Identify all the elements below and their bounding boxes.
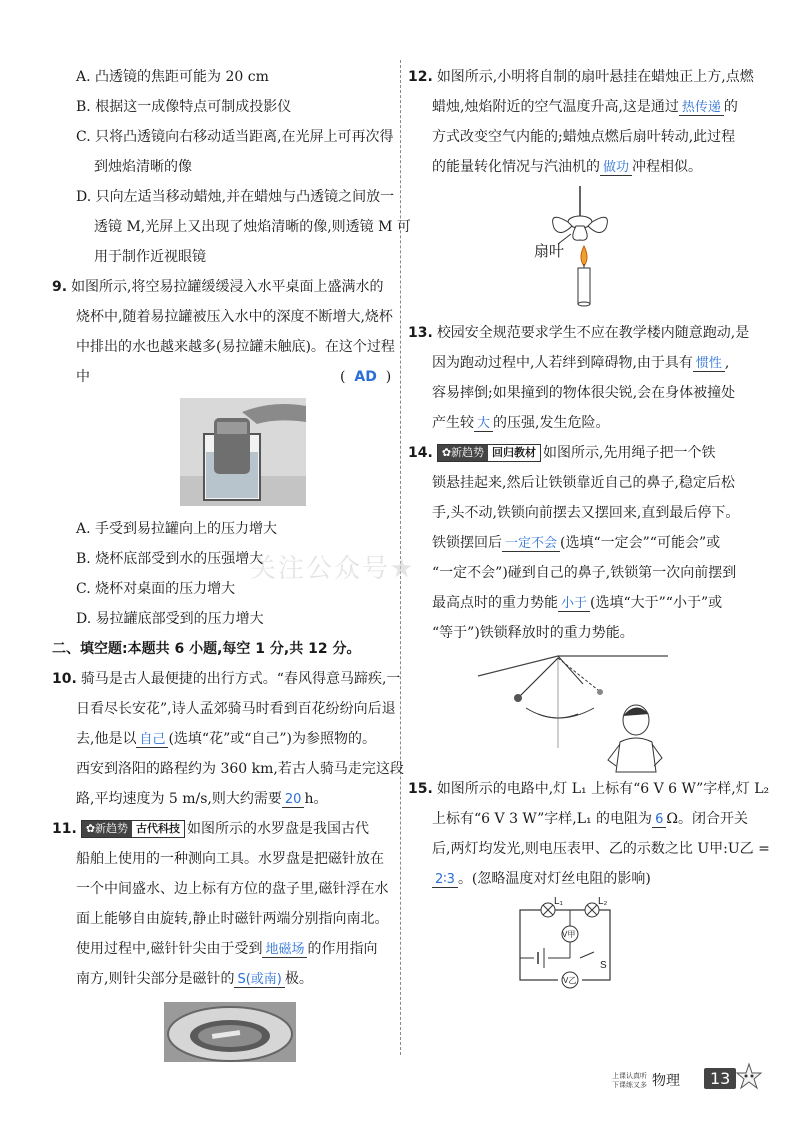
q14-answer-2: 小于 <box>558 596 590 612</box>
q14-figure <box>408 648 753 774</box>
q8-option-c: C. 只将凸透镜向右移动适当距离,在光屏上可再次得 <box>76 129 394 145</box>
q9-number: 9. <box>52 279 68 295</box>
circuit-label-v1: V甲 <box>562 930 576 939</box>
circuit-label-l1: L₁ <box>554 896 563 907</box>
watermark: 关注公众号★ <box>250 554 416 584</box>
q14-line1: 如图所示,先用绳子把一个铁 <box>543 445 716 461</box>
q9-figure <box>52 392 392 514</box>
q10-line5a: 路,平均速度为 5 m/s,则大约需要 <box>76 791 282 807</box>
section-heading: 二、填空题:本题共 6 小题,每空 1 分,共 12 分。 <box>52 641 361 657</box>
q14-line5: “一定不会”)碰到自己的鼻子,铁锁第一次向前摆到 <box>432 565 737 581</box>
q9-option-c: C. 烧杯对桌面的压力增大 <box>76 581 236 597</box>
q9-line2: 烧杯中,随着易拉罐被压入水中的深度不断增大,烧杯 <box>76 309 393 325</box>
footer-subject: 物理 <box>652 1073 680 1089</box>
q11-line3: 一个中间盛水、边上标有方位的盘子里,磁针浮在水 <box>76 881 389 897</box>
q14-line7: “等于”)铁锁释放时的重力势能。 <box>432 625 634 641</box>
q13-line2b: , <box>724 355 730 371</box>
q13-stem <box>408 318 753 348</box>
q13-line3: 容易摔倒;如果撞到的物体很尖锐,会在身体被撞处 <box>432 385 736 401</box>
q15-line4b: 。(忽略温度对灯丝电阻的影响) <box>457 871 651 887</box>
page-footer <box>612 1069 762 1098</box>
right-column <box>408 62 770 998</box>
q14-line3: 手,头不动,铁锁向前摆去又摆回来,直到最后停下。 <box>432 505 740 521</box>
q15-line3: 后,两灯均发光,则电压表甲、乙的示数之比 U甲:U乙 = <box>432 841 770 857</box>
footer-slogan-2: 下课练又多 <box>612 1081 647 1089</box>
q11-answer-2: S(或南) <box>234 972 284 988</box>
q9-line1: 如图所示,将空易拉罐缓缓浸入水平桌面上盛满水的 <box>71 279 384 295</box>
circuit-label-l2: L₂ <box>598 896 608 907</box>
q10-line1: 骑马是古人最便捷的出行方式。“春风得意马蹄疾,一 <box>80 671 401 687</box>
q8-option-d: D. 只向左适当移动蜡烛,并在蜡烛与凸透镜之间放一 <box>76 189 395 205</box>
tag-trend-text: 新趋势 <box>95 822 129 835</box>
q12-stem <box>408 62 753 92</box>
q12-line3: 方式改变空气内能的;蜡烛点燃后扇叶转动,此过程 <box>432 129 736 145</box>
q12-answer-2: 做功 <box>600 160 632 176</box>
q11-tag <box>81 820 185 838</box>
q14-stem <box>408 438 753 468</box>
star-mascot-icon <box>736 1062 762 1092</box>
q12-figure <box>408 182 753 318</box>
q14-number: 14. <box>408 445 433 461</box>
q13-line4a: 产生较 <box>432 415 474 431</box>
q13-line4b: 的压强,发生危险。 <box>493 415 610 431</box>
q10-line5 <box>52 784 392 814</box>
circuit-label-v2: V乙 <box>563 976 577 985</box>
tag-topic-text: 古代科技 <box>136 822 181 835</box>
q12-line2a: 蜡烛,烛焰附近的空气温度升高,这是通过 <box>432 99 679 115</box>
q13-line2 <box>408 348 753 378</box>
q15-line4 <box>408 864 753 894</box>
q8-option-b: B. 根据这一成像特点可制成投影仪 <box>76 99 292 115</box>
q9-line4-text: 中 <box>76 369 90 385</box>
q15-stem <box>408 774 770 804</box>
q9-line4 <box>52 362 392 392</box>
q11-stem <box>52 814 392 844</box>
q9-paren-close: ) <box>385 369 392 385</box>
q13-answer-1: 惯性 <box>693 356 725 372</box>
q9-paren-open: ( <box>340 369 346 385</box>
q12-line2b: 的 <box>723 99 738 115</box>
q10-line3 <box>52 724 392 754</box>
q10-line3a: 去,他是以 <box>76 731 137 747</box>
q15-answer-2: 2∶3 <box>432 872 458 888</box>
q13-line1: 校园安全规范要求学生不应在教学楼内随意跑动,是 <box>436 325 750 341</box>
q11-answer-1: 地磁场 <box>262 942 307 958</box>
q11-line5 <box>52 934 392 964</box>
q15-answer-1: 6 <box>652 812 666 828</box>
tag-topic-text-14: 回归教材 <box>492 446 537 459</box>
q14-line6b: (选填“大于”“小于”或 <box>590 595 723 611</box>
q10-answer-2: 20 <box>282 792 305 808</box>
q14-line6a: 最高点时的重力势能 <box>432 595 558 611</box>
q15-line2b: Ω。闭合开关 <box>666 811 748 827</box>
q14-line4a: 铁锁摆回后 <box>432 535 502 551</box>
q11-line6a: 南方,则针尖部分是磁针的 <box>76 971 235 987</box>
q8-option-c-cont: 到烛焰清晰的像 <box>94 159 192 175</box>
q15-number: 15. <box>408 781 433 797</box>
q11-line2: 船舶上使用的一种测向工具。水罗盘是把磁针放在 <box>76 851 384 867</box>
q14-answer-1: 一定不会 <box>502 536 560 552</box>
q11-line5b: 的作用指向 <box>307 941 378 957</box>
q10-line3b: (选填“花”或“自己”)为参照物的。 <box>168 731 377 747</box>
q14-line6 <box>408 588 753 618</box>
q9-option-a: A. 手受到易拉罐向上的压力增大 <box>76 521 278 537</box>
q10-line5b: h。 <box>304 791 328 807</box>
q12-answer-1: 热传递 <box>679 100 724 116</box>
trend-tag-label-14 <box>438 445 488 461</box>
q9-line3: 中排出的水也越来越多(易拉罐未触底)。在这个过程 <box>76 339 395 355</box>
q11-number: 11. <box>52 821 77 837</box>
q8-option-a: A. 凸透镜的焦距可能为 20 cm <box>76 69 269 85</box>
q15-line1: 如图所示的电路中,灯 L₁ 上标有“6 V 6 W”字样,灯 L₂ <box>436 781 770 797</box>
tag-trend-text-14: 新趋势 <box>451 446 485 459</box>
star-icon: ✿ <box>85 822 96 835</box>
q12-fan-label: 扇叶 <box>534 242 565 260</box>
q11-line5a: 使用过程中,磁针针尖由于受到 <box>76 941 263 957</box>
q9-answer-paren <box>340 362 391 392</box>
q11-line6b: 极。 <box>284 971 313 987</box>
page-number: 13 <box>704 1068 736 1089</box>
q10-answer-1: 自己 <box>136 732 168 748</box>
q13-answer-2: 大 <box>474 416 493 432</box>
q12-line1: 如图所示,小明将自制的扇叶悬挂在蜡烛正上方,点燃 <box>436 69 754 85</box>
q12-number: 12. <box>408 69 433 85</box>
footer-slogan-1: 上课认真听 <box>612 1072 647 1080</box>
q13-line2a: 因为跑动过程中,人若绊到障碍物,由于具有 <box>432 355 693 371</box>
q10-line2: 日看尽长安花”,诗人孟郊骑马时看到百花纷纷向后退 <box>76 701 396 717</box>
left-column <box>52 62 411 1068</box>
q12-line2 <box>408 92 753 122</box>
q9-stem <box>52 272 392 302</box>
q12-line4a: 的能量转化情况与汽油机的 <box>432 159 600 175</box>
q8-option-d-cont: 透镜 M,光屏上又出现了烛焰清晰的像,则透镜 M 可 <box>94 219 411 235</box>
q8-option-d-cont2: 用于制作近视眼镜 <box>94 249 206 265</box>
q11-compass-figure <box>52 1002 392 1068</box>
q13-line4 <box>408 408 753 438</box>
q12-line4 <box>408 152 753 182</box>
q9-option-d: D. 易拉罐底部受到的压力增大 <box>76 611 264 627</box>
q14-line2: 锁悬挂起来,然后让铁锁靠近自己的鼻子,稳定后松 <box>432 475 735 491</box>
trend-tag-label <box>82 821 132 837</box>
q15-line2 <box>408 804 753 834</box>
q10-line4: 西安到洛阳的路程约为 360 km,若古人骑马走完这段 <box>76 761 404 777</box>
circuit-label-s: S <box>600 960 607 971</box>
q9-answer: AD <box>354 369 377 385</box>
q11-line6 <box>52 964 392 994</box>
q11-line4: 面上能够自由旋转,静止时磁针两端分别指向南北。 <box>76 911 389 927</box>
q14-tag <box>437 444 541 462</box>
q15-circuit-figure <box>408 894 753 998</box>
q14-line4b: (选填“一定会”“可能会”或 <box>560 535 721 551</box>
q14-line4 <box>408 528 753 558</box>
q15-line2a: 上标有“6 V 3 W”字样,L₁ 的电阻为 <box>432 811 653 827</box>
star-icon: ✿ <box>441 446 452 459</box>
q9-option-b: B. 烧杯底部受到水的压强增大 <box>76 551 264 567</box>
q13-number: 13. <box>408 325 433 341</box>
q12-line4b: 冲程相似。 <box>632 159 703 175</box>
q10-stem <box>52 664 401 694</box>
q10-number: 10. <box>52 671 77 687</box>
q11-line1: 如图所示的水罗盘是我国古代 <box>187 821 370 837</box>
footer-slogan <box>612 1072 647 1090</box>
